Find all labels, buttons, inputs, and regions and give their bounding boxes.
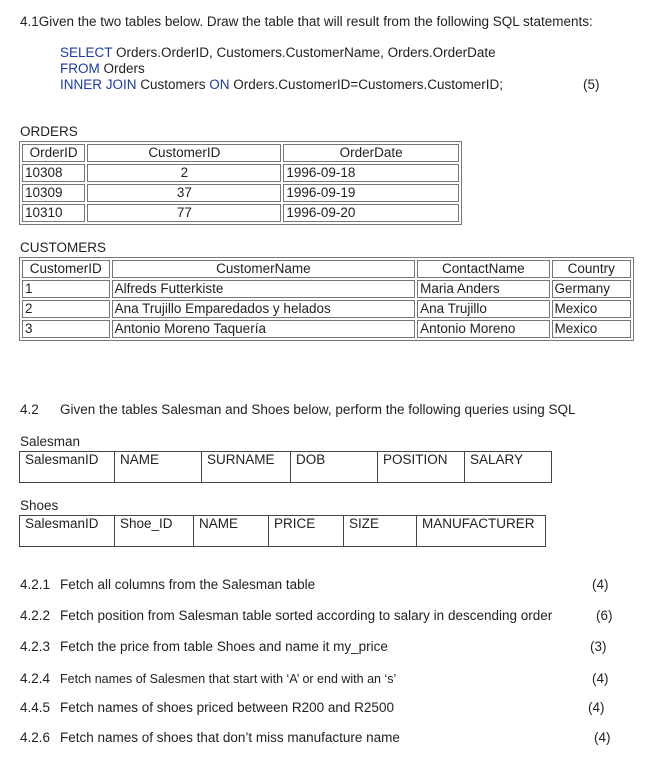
question-number: 4.4.5: [20, 700, 51, 715]
column-header: SIZE: [344, 516, 417, 547]
table-cell: 2: [87, 164, 281, 182]
column-header: NAME: [194, 516, 269, 547]
question-item: [20, 608, 552, 623]
column-header: ContactName: [417, 260, 549, 278]
column-header: OrderDate: [283, 144, 459, 162]
table-cell: 10310: [22, 204, 85, 222]
question-item: [20, 577, 315, 592]
table-header-row: [20, 516, 546, 547]
question-4-2-number: 4.2: [20, 402, 39, 417]
table-cell: 1996-09-20: [283, 204, 459, 222]
table-cell: 3: [22, 320, 110, 338]
question-text: Fetch all columns from the Salesman table: [60, 577, 316, 592]
question-marks: (4): [592, 577, 609, 592]
question-text: Fetch names of Salesmen that start with ‘A’ or end with an ‘s’: [60, 672, 397, 686]
column-header: MANUFACTURER: [417, 516, 546, 547]
question-marks: (6): [596, 608, 613, 623]
table-row: [22, 184, 459, 202]
sql-text: Orders.OrderID, Customers.CustomerName, Orders.OrderDate: [112, 45, 496, 60]
table-cell: Ana Trujillo: [417, 300, 549, 318]
column-header: Country: [552, 260, 631, 278]
table-cell: Ana Trujillo Emparedados y helados: [112, 300, 416, 318]
sql-select-line: [60, 45, 496, 60]
table-cell: 77: [87, 204, 281, 222]
question-marks: (4): [588, 700, 605, 715]
sql-keyword: INNER JOIN: [60, 77, 137, 92]
customers-table: [19, 257, 634, 341]
salesman-table: [19, 451, 552, 483]
table-header-row: [22, 260, 631, 278]
shoes-table-title: Shoes: [20, 498, 59, 513]
column-header: SalesmanID: [20, 516, 115, 547]
orders-table: [19, 141, 462, 225]
column-header: SALARY: [465, 452, 552, 483]
orders-table-title: ORDERS: [20, 124, 78, 139]
question-number: 4.2.1: [20, 577, 51, 592]
question-marks: (3): [590, 639, 607, 654]
question-text: Fetch position from Salesman table sorted according to salary in descending order: [60, 608, 553, 623]
column-header: PRICE: [269, 516, 344, 547]
question-item: [20, 671, 396, 686]
table-cell: 1996-09-19: [283, 184, 459, 202]
column-header: POSITION: [378, 452, 465, 483]
sql-keyword: FROM: [60, 61, 100, 76]
table-header-row: [22, 144, 459, 162]
question-number: 4.2.6: [20, 730, 51, 745]
shoes-table: [19, 515, 546, 547]
table-row: [22, 164, 459, 182]
table-header-row: [20, 452, 552, 483]
column-header: NAME: [115, 452, 202, 483]
question-item: [20, 730, 400, 745]
column-header: SURNAME: [202, 452, 291, 483]
column-header: CustomerName: [112, 260, 416, 278]
question-marks: (4): [592, 671, 609, 686]
sql-from-line: [60, 61, 145, 76]
table-cell: Antonio Moreno Taquería: [112, 320, 416, 338]
question-4-1-prompt: 4.1Given the two tables below. Draw the table that will result from the following SQL statements:: [20, 14, 593, 29]
sql-text: Orders: [99, 61, 145, 76]
question-4-1-marks: (5): [583, 77, 600, 92]
question-text: Fetch names of shoes that don’t miss manufacture name: [60, 730, 400, 745]
question-number: 4.2.4: [20, 671, 51, 686]
table-cell: 10309: [22, 184, 85, 202]
table-row: [22, 320, 631, 338]
question-number: 4.2.3: [20, 639, 51, 654]
sql-keyword: ON: [209, 77, 230, 92]
question-number: 4.2.2: [20, 608, 51, 623]
table-cell: 37: [87, 184, 281, 202]
sql-keyword: SELECT: [60, 45, 113, 60]
table-row: [22, 300, 631, 318]
table-cell: 2: [22, 300, 110, 318]
table-cell: 1: [22, 280, 110, 298]
sql-text: Customers: [136, 77, 210, 92]
column-header: CustomerID: [87, 144, 281, 162]
question-4-2-prompt: Given the tables Salesman and Shoes below, perform the following queries using SQL: [60, 402, 576, 417]
column-header: OrderID: [22, 144, 85, 162]
column-header: SalesmanID: [20, 452, 115, 483]
table-cell: Alfreds Futterkiste: [112, 280, 416, 298]
question-text: Fetch the price from table Shoes and name it my_price: [60, 639, 388, 654]
salesman-table-title: Salesman: [20, 434, 81, 449]
column-header: Shoe_ID: [115, 516, 194, 547]
table-cell: Maria Anders: [417, 280, 549, 298]
table-cell: Mexico: [552, 300, 631, 318]
table-cell: Germany: [552, 280, 631, 298]
column-header: DOB: [291, 452, 378, 483]
customers-table-title: CUSTOMERS: [20, 240, 107, 255]
table-cell: 10308: [22, 164, 85, 182]
question-text: Fetch names of shoes priced between R200 and R2500: [60, 700, 394, 715]
sql-text: Orders.CustomerID=Customers.CustomerID;: [229, 77, 503, 92]
table-cell: Mexico: [552, 320, 631, 338]
table-row: [22, 280, 631, 298]
question-item: [20, 639, 388, 654]
question-item: [20, 700, 394, 715]
column-header: CustomerID: [22, 260, 110, 278]
sql-join-line: [60, 77, 503, 92]
table-row: [22, 204, 459, 222]
question-marks: (4): [594, 730, 611, 745]
table-cell: Antonio Moreno: [417, 320, 549, 338]
table-cell: 1996-09-18: [283, 164, 459, 182]
